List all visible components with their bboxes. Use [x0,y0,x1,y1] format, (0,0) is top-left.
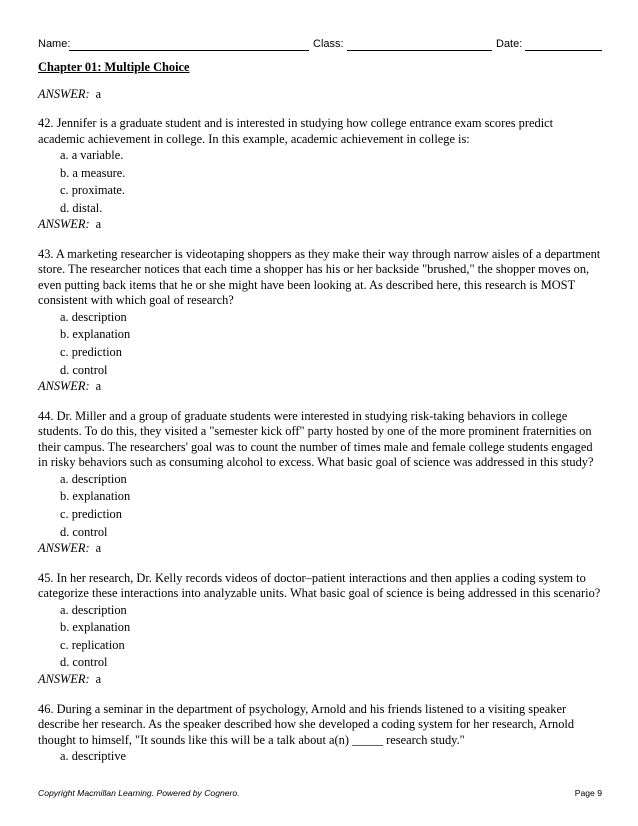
question-44-text: 44. Dr. Miller and a group of graduate students were interested in studying risk-taking behaviors in college students. To do this, they visited a "semester kick off" party hosted by one of the more prominent fraternities on their campus. The researchers' goal was to count the number of times male and female college students engaged in risky behaviors such as consuming alcohol to excess. What basic goal of science was addressed in this study? [38,408,594,470]
answer-value: a [95,541,102,556]
question-42-answer [38,217,602,233]
question-43-option-a: a. description [60,309,127,324]
question-42-option-b: b. a measure. [60,165,126,180]
question-45-option-a: a. description [60,602,127,617]
answer-value: a [95,672,102,686]
answer-label: ANSWER: [38,672,90,686]
answer-label: ANSWER: [38,541,90,556]
page-footer [38,788,602,802]
answer-label: ANSWER: [38,379,90,394]
date-blank-line [525,50,602,51]
question-45-text: 45. In her research, Dr. Kelly records videos of doctor–patient interactions and then applies a coding system to categorize these interactions into analyzable units. What basic goal of science is being addressed in this scenario? [38,570,601,601]
question-44-answer [38,541,602,557]
question-42-option-d: d. distal. [60,200,103,215]
question-43-option-d: d. control [60,362,108,377]
answer-line [38,87,602,103]
question-45-option-d: d. control [60,655,108,670]
answer-value: a [95,86,102,101]
question-42-option-a: a. a variable. [60,148,124,162]
question-44-option-d: d. control [60,524,108,539]
page-number: Page 9 [574,788,602,798]
answer-label: ANSWER: [38,217,90,232]
question-43-answer [38,379,602,395]
chapter-title: Chapter 01: Multiple Choice [38,60,190,74]
class-label: Class: [313,38,344,50]
date-label: Date: [496,38,523,50]
page-header [38,38,602,54]
question-46-option-a: a. descriptive [60,749,127,763]
question-45-option-b: b. explanation [60,620,131,635]
question-43-option-c: c. prediction [60,345,122,360]
name-label: Name: [38,38,71,50]
question-44-option-a: a. description [60,471,127,486]
question-42-text: 42. Jennifer is a graduate student and is interested in studying how college entrance exam scores predict academic achievement in college. In this example, academic achievement in college is: [38,116,554,146]
answer-value: a [95,379,102,394]
question-42-option-c: c. proximate. [60,183,126,198]
answer-label: ANSWER: [38,86,90,101]
question-45-option-c: c. replication [60,637,125,652]
class-blank-line [347,50,492,51]
question-44-option-b: b. explanation [60,489,131,504]
copyright-text: Copyright Macmillan Learning. Powered by Cognero. [38,788,240,798]
question-46-text: 46. During a seminar in the department of psychology, Arnold and his friends listened to a visiting speaker describe her research. As the speaker described how she developed a coding system for her research, Arnold thought to himself, "It sounds like this will be a talk about a(n) _____ research study." [38,701,575,747]
question-45-answer [38,672,602,688]
question-43-text: 43. A marketing researcher is videotaping shoppers as they make their way through narrow aisles of a department store. The researcher notices that each time a shopper has his or her backside "brushed," the shopper moves on, even putting back items that he or she might have been looking at. As described here, this research is MOST consistent with which goal of research? [38,246,601,308]
question-43-option-b: b. explanation [60,327,131,342]
question-44-option-c: c. prediction [60,506,122,521]
document-body [38,60,602,766]
name-blank-line [69,50,309,51]
answer-value: a [95,217,102,232]
